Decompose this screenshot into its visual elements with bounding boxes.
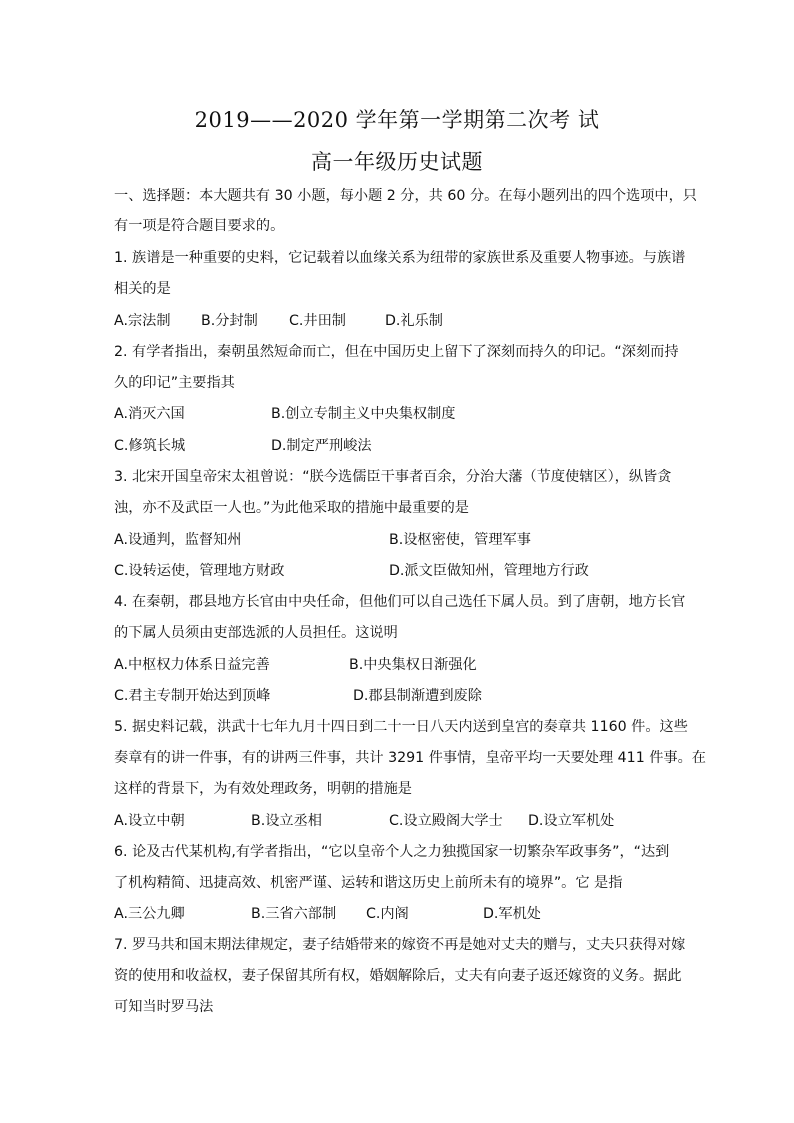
question-4-stem-line-1: 4. 在秦朝，郡县地方长官由中央任命，但他们可以自己选任下属人员。到了唐朝，地方长官: [114, 594, 686, 610]
question-3-option-a: A.设通判，监督知州: [114, 532, 242, 548]
question-2-option-c: C.修筑长城: [114, 438, 186, 454]
question-5-stem-line-1: 5. 据史料记载，洪武十七年九月十四日到二十一日八天内送到皇宫的奏章共 1160 件。这些: [114, 719, 688, 735]
question-1-option-b: B.分封制: [201, 313, 258, 329]
question-6-stem-line-1: 6. 论及古代某机构,有学者指出，“它以皇帝个人之力独揽国家一切繁杂军政事务”，“达到: [114, 844, 670, 860]
question-4-option-d: D.郡县制渐遭到废除: [353, 688, 482, 704]
question-6-stem-line-2: 了机构精简、迅捷高效、机密严谨、运转和谐这历史上前所未有的境界”。它 是指: [114, 875, 623, 891]
question-5-option-c: C.设立殿阁大学士: [389, 813, 503, 829]
question-6-option-d: D.军机处: [483, 906, 541, 922]
question-4-stem-line-2: 的下属人员须由吏部选派的人员担任。这说明: [114, 625, 398, 641]
question-1-option-c: C.井田制: [289, 313, 346, 329]
question-2-option-b: B.创立专制主义中央集权制度: [271, 406, 456, 422]
question-5-option-a: A.设立中朝: [114, 813, 185, 829]
question-1-stem-line-1: 1. 族谱是一种重要的史料，它记载着以血缘关系为纽带的家族世系及重要人物事迹。与族谱: [114, 250, 686, 266]
question-6-option-a: A.三公九卿: [114, 906, 185, 922]
question-5-stem-line-2: 奏章有的讲一件事，有的讲两三件事，共计 3291 件事情，皇帝平均一天要处理 411 件事。在: [114, 750, 706, 766]
question-4-option-b: B.中央集权日渐强化: [349, 657, 477, 673]
section-instruction-line-1: 一、选择题：本大题共有 30 小题，每小题 2 分，共 60 分。在每小题列出的四个选项中，只: [114, 188, 697, 204]
question-5-option-d: D.设立军机处: [528, 813, 615, 829]
question-4-option-a: A.中枢权力体系日益完善: [114, 657, 270, 673]
question-5-option-b: B.设立丞相: [251, 813, 322, 829]
question-7-stem-line-1: 7. 罗马共和国末期法律规定，妻子结婚带来的嫁资不再是她对丈夫的赠与，丈夫只获得对嫁: [114, 937, 686, 953]
question-3-stem-line-2: 浊，亦不及武臣一人也。”为此他采取的措施中最重要的是: [114, 500, 469, 516]
question-2-option-d: D.制定严刑峻法: [271, 438, 372, 454]
section-instruction-line-2: 有一项是符合题目要求的。: [114, 218, 285, 234]
question-2-option-a: A.消灭六国: [114, 406, 185, 422]
question-3-option-b: B.设枢密使，管理军事: [389, 532, 531, 548]
question-6-option-b: B.三省六部制: [251, 906, 337, 922]
question-3-option-c: C.设转运使，管理地方财政: [114, 563, 285, 579]
exam-subtitle: 高一年级历史试题: [311, 150, 483, 174]
question-4-option-c: C.君主专制开始达到顶峰: [114, 688, 271, 704]
question-1-stem-line-2: 相关的是: [114, 281, 171, 297]
exam-title: 2019——2020 学年第一学期第二次考 试: [194, 108, 600, 132]
question-2-stem-line-1: 2. 有学者指出，秦朝虽然短命而亡，但在中国历史上留下了深刻而持久的印记。“深刻而持: [114, 344, 679, 360]
question-5-stem-line-3: 这样的背景下，为有效处理政务，明朝的措施是: [114, 781, 412, 797]
question-6-option-c: C.内阁: [366, 906, 409, 922]
question-1-option-d: D.礼乐制: [385, 313, 443, 329]
question-3-stem-line-1: 3. 北宋开国皇帝宋太祖曾说：“朕今选儒臣干事者百余，分治大藩（节度使辖区），纵皆贪: [114, 469, 672, 485]
question-7-stem-line-2: 资的使用和收益权，妻子保留其所有权，婚姻解除后，丈夫有向妻子返还嫁资的义务。据此: [114, 968, 682, 984]
question-7-stem-line-3: 可知当时罗马法: [114, 999, 214, 1015]
question-2-stem-line-2: 久的印记”主要指其: [114, 375, 235, 391]
question-1-option-a: A.宗法制: [114, 313, 171, 329]
question-3-option-d: D.派文臣做知州，管理地方行政: [389, 563, 589, 579]
